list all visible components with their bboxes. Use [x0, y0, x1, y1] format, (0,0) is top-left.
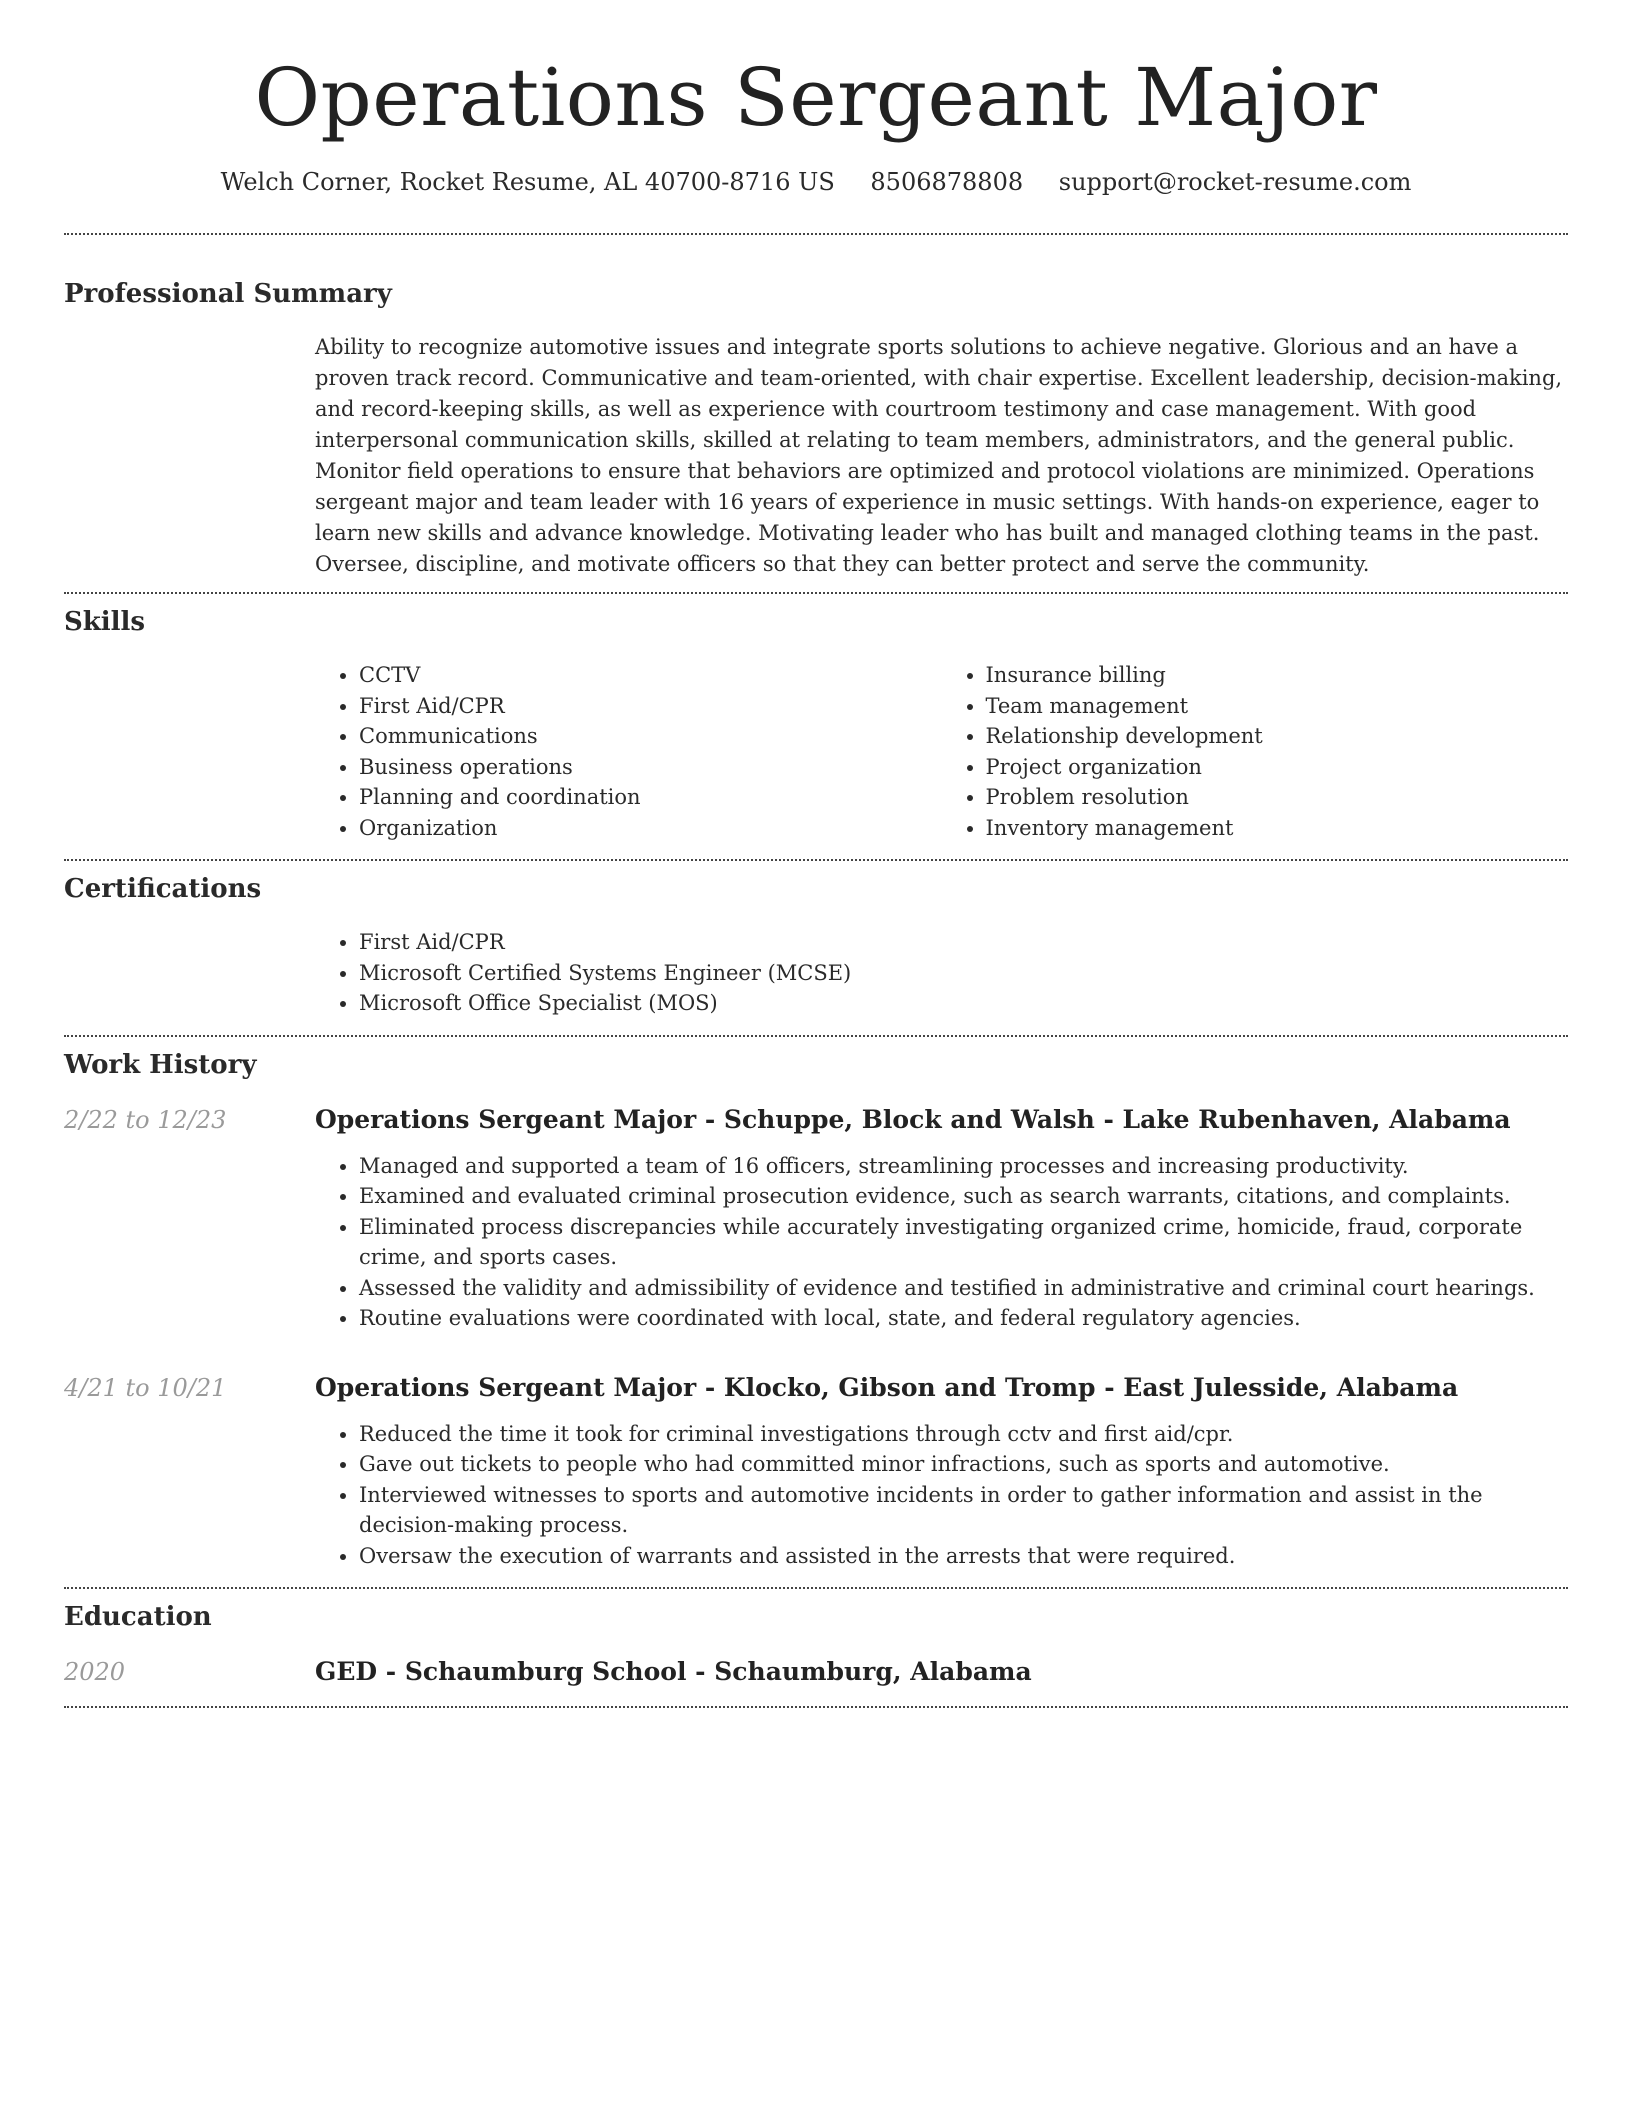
list-item: • Project organization: [986, 752, 1569, 783]
education-year: 2020: [64, 1658, 126, 1686]
summary-content: [315, 332, 1568, 580]
certifications-list: [315, 927, 1568, 1019]
certifications-section: [64, 873, 1568, 1019]
list-item: • Interviewed witnesses to sports and automotive incidents in order to gather information and assist in the decision-making process.: [359, 1480, 1568, 1541]
job-body: [315, 1103, 1568, 1334]
job-heading: Operations Sergeant Major - Klocko, Gibson and Tromp - East Julesside, Alabama: [315, 1372, 1459, 1402]
list-item: • Planning and coordination: [359, 782, 942, 813]
job-body: [315, 1371, 1568, 1572]
contact-line: [64, 168, 1568, 196]
divider: [64, 1706, 1568, 1708]
education-body: [315, 1655, 1568, 1689]
skills-list-right: [942, 660, 1569, 843]
job-entry: [64, 1371, 1568, 1572]
resume-page: [64, 0, 1568, 1708]
summary-text: Ability to recognize automotive issues and integrate sports solutions to achieve negative. Glorious and an have a proven track record. Communicative and team-oriented, with chair expertise. Excellent leadership, decision-making, and record-keeping skills, as well as experience with courtroom testimony and case management. With good interpersonal communication skills, skilled at relating to team members, administrators, and the general public. Monitor field operations to ensure that behaviors are optimized and protocol violations are minimized. Operations sergeant major and team leader with 16 years of experience in music settings. With hands-on experience, eager to learn new skills and advance knowledge. Motivating leader who has built and managed clothing teams in the past. Oversee, discipline, and motivate officers so that they can better protect and serve the community.: [315, 335, 1563, 576]
list-item: • Communications: [359, 721, 942, 752]
job-dates: 2/22 to 12/23: [64, 1105, 227, 1134]
list-item: • First Aid/CPR: [359, 691, 942, 722]
list-item: • Routine evaluations were coordinated with local, state, and federal regulatory agencies.: [359, 1303, 1568, 1334]
summary-section: [64, 278, 1568, 580]
divider: [64, 1035, 1568, 1037]
list-item: • Business operations: [359, 752, 942, 783]
contact-email: support@rocket-resume.com: [1058, 168, 1412, 196]
skills-content: [315, 660, 1568, 843]
divider: [64, 233, 1568, 235]
list-item: • Managed and supported a team of 16 officers, streamlining processes and increasing productivity.: [359, 1151, 1568, 1182]
list-item: • Eliminated process discrepancies while accurately investigating organized crime, homicide, fraud, corporate crime, and sports cases.: [359, 1212, 1568, 1273]
list-item: • Microsoft Office Specialist (MOS): [359, 988, 1568, 1019]
list-item: • Team management: [986, 691, 1569, 722]
education-heading: GED - Schaumburg School - Schaumburg, Alabama: [315, 1657, 1032, 1686]
list-item: • Reduced the time it took for criminal investigations through cctv and first aid/cpr.: [359, 1419, 1568, 1450]
divider: [64, 859, 1568, 861]
skills-title: Skills: [64, 607, 146, 637]
list-item: • Oversaw the execution of warrants and assisted in the arrests that were required.: [359, 1541, 1568, 1572]
skills-section: [64, 606, 1568, 843]
job-heading: Operations Sergeant Major - Schuppe, Block and Walsh - Lake Rubenhaven, Alabama: [315, 1104, 1511, 1134]
skills-list-left: [315, 660, 942, 843]
divider: [64, 592, 1568, 594]
list-item: • Gave out tickets to people who had committed minor infractions, such as sports and automotive.: [359, 1449, 1568, 1480]
divider: [64, 1587, 1568, 1589]
education-section: [64, 1601, 1568, 1689]
certifications-content: [315, 927, 1568, 1019]
summary-title: Professional Summary: [64, 279, 392, 309]
contact-address: Welch Corner, Rocket Resume, AL 40700-8716 US: [220, 168, 835, 196]
work-title: Work History: [64, 1049, 257, 1080]
candidate-name: Operations Sergeant Major: [254, 51, 1378, 144]
list-item: • Microsoft Certified Systems Engineer (MCSE): [359, 958, 1568, 989]
list-item: • Organization: [359, 813, 942, 844]
contact-phone: 8506878808: [870, 168, 1024, 196]
work-section: [64, 1049, 1568, 1572]
certifications-title: Certifications: [64, 874, 262, 904]
education-title: Education: [64, 1602, 212, 1632]
job-dates: 4/21 to 10/21: [64, 1373, 227, 1402]
job-entry: [64, 1103, 1568, 1334]
list-item: • CCTV: [359, 660, 942, 691]
list-item: • Assessed the validity and admissibility of evidence and testified in administrative and criminal court hearings.: [359, 1273, 1568, 1304]
job-bullets: [315, 1151, 1568, 1334]
list-item: • Inventory management: [986, 813, 1569, 844]
list-item: • Insurance billing: [986, 660, 1569, 691]
list-item: • Examined and evaluated criminal prosecution evidence, such as search warrants, citations, and complaints.: [359, 1181, 1568, 1212]
education-entry: [64, 1655, 1568, 1689]
list-item: • Problem resolution: [986, 782, 1569, 813]
job-bullets: [315, 1419, 1568, 1572]
list-item: • Relationship development: [986, 721, 1569, 752]
list-item: • First Aid/CPR: [359, 927, 1568, 958]
